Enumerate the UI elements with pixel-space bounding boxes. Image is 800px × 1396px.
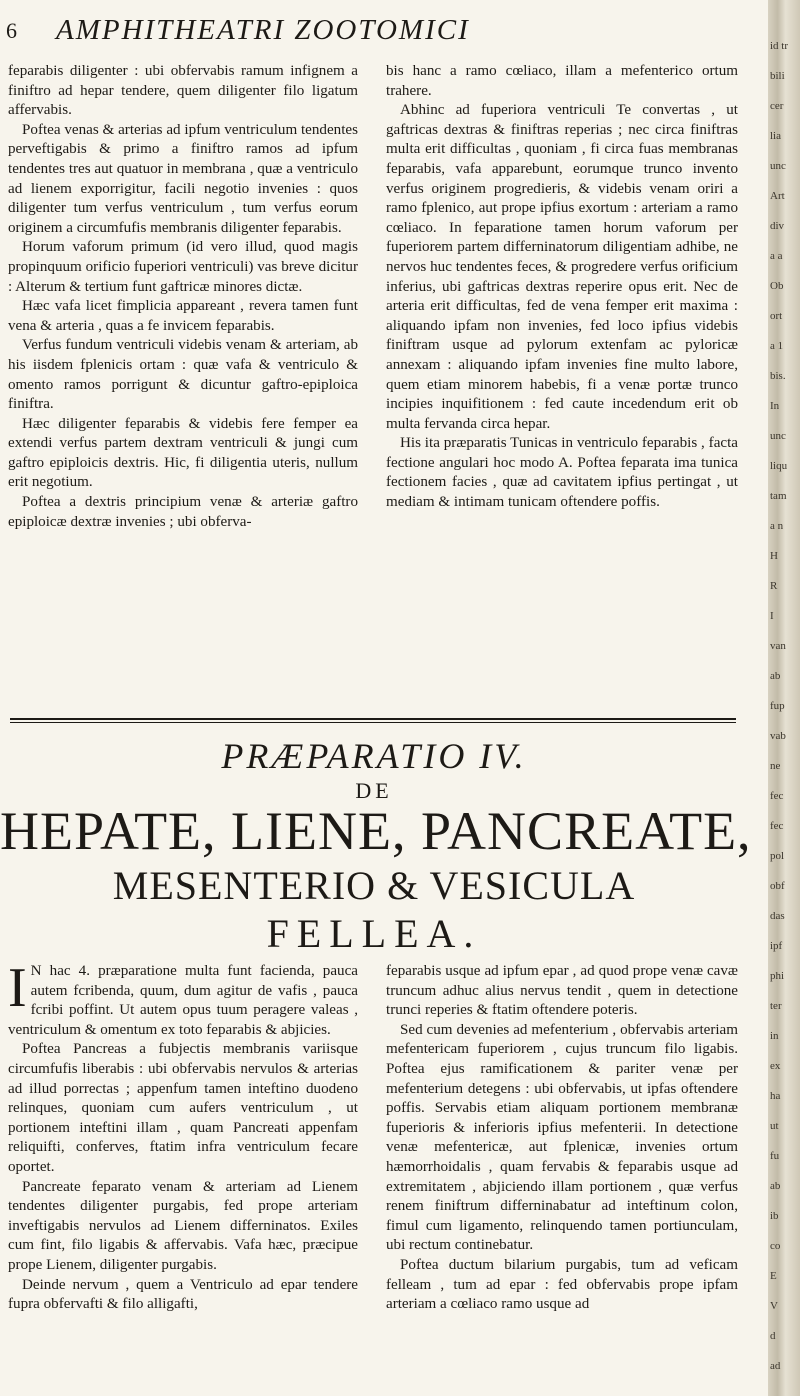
- edge-fragment: H: [770, 550, 778, 562]
- edge-fragment: ex: [770, 1060, 781, 1072]
- edge-fragment: fec: [770, 820, 784, 832]
- edge-fragment: obf: [770, 880, 785, 892]
- section-label: PRÆPARATIO IV.: [221, 736, 527, 776]
- paragraph: Hæc diligenter feparabis & videbis fere femper ea extendi verfus partem dextram ventriculi & jungi cum gaftro epiploicis dextris. Hic, fi diligentia uteris, nullum erit negotium.: [8, 415, 358, 491]
- edge-fragment: das: [770, 910, 785, 922]
- section-rule-top: [10, 718, 736, 720]
- edge-fragment: bis.: [770, 370, 786, 382]
- edge-fragment: phi: [770, 970, 785, 982]
- edge-fragment: co: [770, 1240, 781, 1252]
- running-head: AMPHITHEATRI ZOOTOMICI: [56, 14, 470, 46]
- paragraph: Poftea a dextris principium venæ & arteriæ gaftro epiploicæ dextræ invenies ; ubi obferva-: [8, 494, 358, 530]
- edge-fragment: unc: [770, 160, 786, 172]
- adjacent-page-edge: [768, 0, 800, 1396]
- edge-fragment: ne: [770, 760, 781, 772]
- upper-left-column: [8, 62, 358, 532]
- paragraph: Sed cum devenies ad mefenterium , obfervabis arteriam mefentericam fuperiorem , cujus truncum filo ligabis. Poftea ejus ramificationem & pariter venæ per mefenterium detegens : ubi obfervabis, ut ipfas oftendere poffis. Servabis etiam aliquam portionem membranæ fuperioris & inferioris ipfius mefenterii. In detectione venæ mefentericæ, aut fplenicæ, invenies ortum hæmorrhoidalis , quam fervabis & feparabis usque ad extremitatem , abjiciendo illam portionem , quæ verfus renem finiftrum differninabatur ad inteftinum colon, fimul cum ligamento, relinquendo tamen portiunculam, ubi rectum continebatur.: [386, 1021, 738, 1254]
- section-rule-top-thin: [10, 722, 736, 723]
- edge-fragment: ib: [770, 1210, 779, 1222]
- paragraph: Abhinc ad fuperiora ventriculi Te convertas , ut gaftricas dextras & finiftras reperias ; nec circa finiftras multa erit difficultas , quoniam , fi circa fuas membranas feparabis, vafa apparebunt, eorumque trunco invento verfus originem progredieris, & videbis venam oriri a ramo fplenico, aut prope ipfius exortum : arteriam a ramo cœliaco. In feparatione tamen horum vaforum per fuperiorem partem differninatorum diligentiam adhibe, ne nervos huc tendentes feces, & progredere verfus orificium inferius, ubi gaftricas dextras reperire opus erit. Nec de arteria erit difficultas, fed de vena femper erit maxima : aliquando ipfam non invenies, fed loco ipfius videbis finiftram usque ad pylorum extenfam ac pyloricæ annexam : aliquando ipfam invenies fine multo labore, quem etiam minorem habebis, fi a venæ portæ trunco incipies inquifitionem : fed caute incedendum erit ob multa fervanda circa hepar.: [386, 102, 738, 432]
- edge-fragment: bili: [770, 70, 785, 82]
- edge-fragment: a 1: [770, 340, 784, 352]
- paragraph: Poftea Pancreas a fubjectis membranis variisque circumfufis liberabis : ubi obfervabis nervulos & arterias ad illud porrectas ; appenfum tamen inteftino duodeno relinques, quoniam cum aufers ventriculum , ut portionem inteftini illam , quam Pancreati appenfam reliquifti, conferves, ftatim infra ventriculum fecare oportet.: [8, 1041, 358, 1175]
- edge-fragment: tam: [770, 490, 787, 502]
- edge-fragment: ab: [770, 1180, 781, 1192]
- section-title-line2: MESENTERIO & VESICULA: [112, 863, 636, 908]
- edge-fragment: pol: [770, 850, 785, 862]
- edge-fragment: ab: [770, 670, 781, 682]
- edge-fragment: In: [770, 400, 780, 412]
- edge-fragment: ut: [770, 1120, 779, 1132]
- edge-fragment: I: [770, 610, 774, 622]
- edge-fragment: a a: [770, 250, 783, 262]
- edge-fragment: in: [770, 1030, 779, 1042]
- paragraph: Poftea ductum bilarium purgabis, tum ad veficam felleam , tum ad epar : fed obfervabis prope ipfam arteriam a cœliaco ramo usque ad: [386, 1256, 738, 1313]
- edge-fragment: ad: [770, 1360, 781, 1372]
- section-title-line1: HEPATE, LIENE, PANCREATE,: [0, 801, 752, 861]
- paragraph: bis hanc a ramo cœliaco, illam a mefenterico ortum trahere.: [386, 63, 738, 99]
- paragraph: N hac 4. præparatione multa funt facienda, pauca autem fcribenda, quum, dum agitur de vafis , pauca fcribi poffint. Ut autem opus tuum peragere valeas , ventriculum & omentum ex toto feparabis & abjicies.: [8, 963, 358, 1038]
- lower-left-column: [8, 957, 358, 1315]
- edge-fragment: van: [770, 640, 786, 652]
- paragraph: Verfus fundum ventriculi videbis venam & arteriam, ab his iisdem fplenicis ortam : quæ vafa & ventriculo & omento ramos porrigunt & dicuntur gaftro-epiploica finiftra.: [8, 337, 358, 413]
- paragraph: Pancreate feparato venam & arteriam ad Lienem tendentes diligenter purgabis, fed prope arteriam inveftigabis nervulos ad Lienem differninatos. Exiles cum fint, filo ligabis & affervabis. Vafa hæc, præcipue prope Lienem, diligenter purgabis.: [8, 1178, 358, 1273]
- edge-fragment: liqu: [770, 460, 788, 472]
- section-de: DE: [355, 778, 393, 803]
- page-header: [6, 14, 746, 52]
- edge-fragment: fu: [770, 1150, 780, 1162]
- paragraph: His ita præparatis Tunicas in ventriculo feparabis , facta fectione angulari hoc modo A. Poftea feparata ima tunica fectionem facies , quæ ad cavitatem ipfius pertingat , ut mediam & intimam tunicam oftendere poffis.: [386, 435, 738, 511]
- edge-fragment: R: [770, 580, 778, 592]
- section-title-line3: FELLEA.: [266, 911, 482, 956]
- edge-fragment: d: [770, 1330, 776, 1342]
- edge-fragment: fup: [770, 700, 785, 712]
- edge-fragment: V: [770, 1300, 778, 1312]
- edge-fragment: Art: [770, 190, 785, 202]
- edge-fragment: fec: [770, 790, 784, 802]
- edge-fragment: ipf: [770, 940, 783, 952]
- edge-fragment: unc: [770, 430, 786, 442]
- edge-fragment: lia: [770, 130, 781, 142]
- edge-fragment: a n: [770, 520, 784, 532]
- edge-fragment: Ob: [770, 280, 784, 292]
- edge-fragment: cer: [770, 100, 784, 112]
- page-number: 6: [6, 18, 17, 43]
- edge-fragment: ter: [770, 1000, 782, 1012]
- paragraph: Hæc vafa licet fimplicia appareant , revera tamen funt vena & arteria , quas a fe invicem feparabis.: [8, 298, 358, 334]
- edge-fragment: vab: [770, 730, 786, 742]
- edge-fragment: ort: [770, 310, 783, 322]
- drop-cap: I: [8, 957, 27, 1019]
- edge-fragment: ha: [770, 1090, 781, 1102]
- paragraph: Deinde nervum , quem a Ventriculo ad epar tendere fupra obfervafti & filo alligafti,: [8, 1276, 358, 1313]
- edge-fragment: E: [770, 1270, 777, 1282]
- edge-fragment: id tr: [770, 40, 789, 52]
- upper-right-column: [386, 62, 738, 513]
- paragraph: Horum vaforum primum (id vero illud, quod magis propinquum orificio fuperiori ventriculi) vas breve dicitur : Alterum & tertium funt gaftricæ minores dictæ.: [8, 239, 358, 295]
- paragraph: feparabis usque ad ipfum epar , ad quod prope venæ cavæ truncum adhuc alius nervus tendit , quem in detectione trunci reperies & ftatim oftendere poteris.: [386, 963, 738, 1019]
- paragraph: feparabis diligenter : ubi obfervabis ramum infignem a finiftro ad hepar tendere, quem diligenter filo ligatum affervabis.: [8, 63, 358, 119]
- lower-right-column: [386, 962, 738, 1315]
- edge-fragment: div: [770, 220, 785, 232]
- paragraph: Poftea venas & arterias ad ipfum ventriculum tendentes perveftigabis & primo a finiftro ramos ad ipfum tendentes tres aut quatuor in membrana , quæ a ventriculo ad lienem exporrigitur, facili negotio invenies : quos diligenter tum verfus ventriculum , tum verfus eorum originem a circumfufis membranis diligenter feparabis.: [8, 121, 358, 236]
